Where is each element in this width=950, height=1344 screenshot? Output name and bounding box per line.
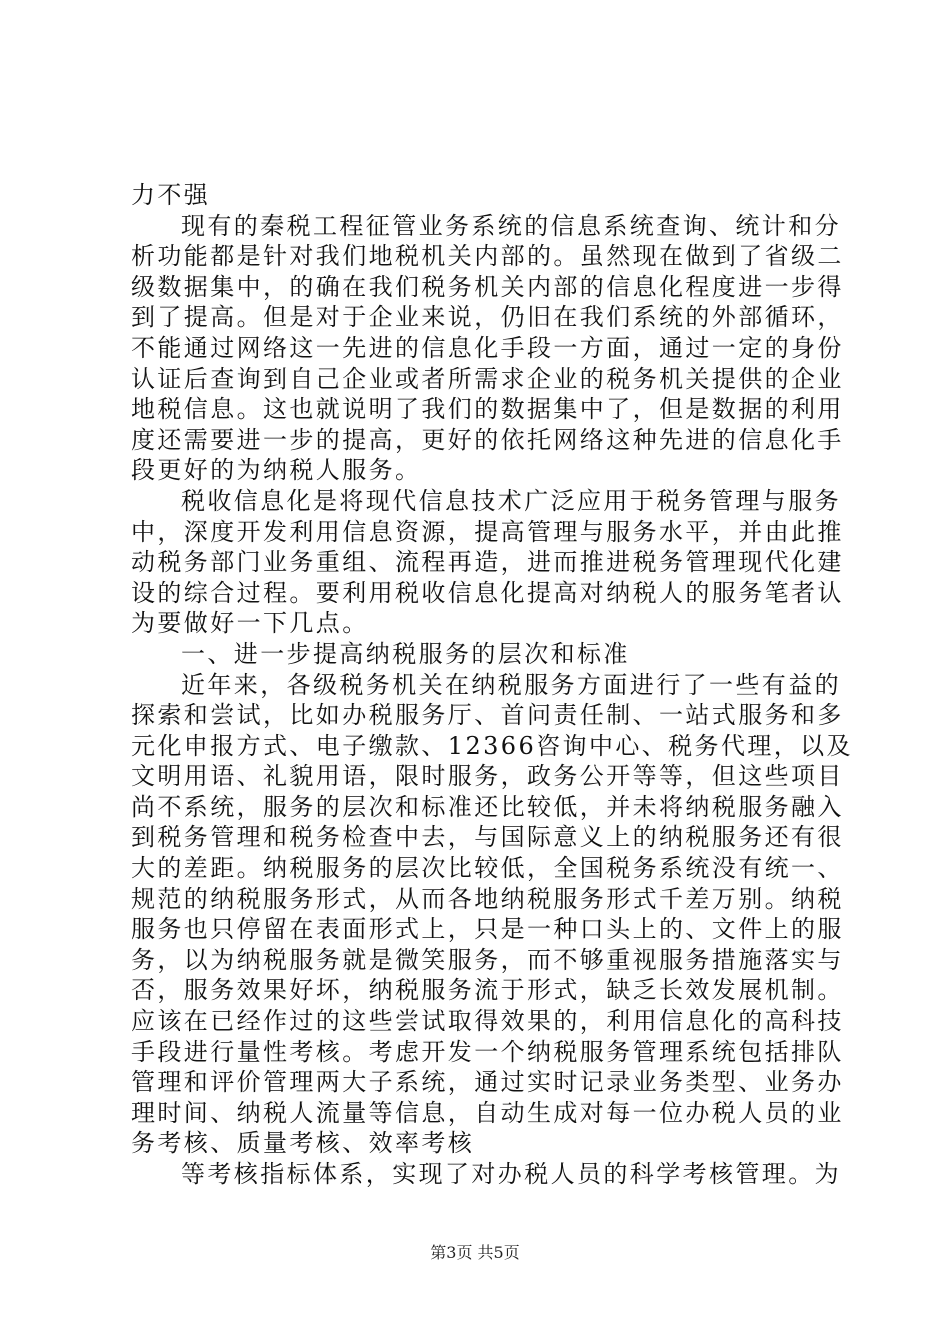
text-line: 务，以为纳税服务就是微笑服务，而不够重视服务措施落实与: [131, 945, 844, 974]
text-line: 为要做好一下几点。: [131, 609, 369, 638]
text-line: 析功能都是针对我们地税机关内部的。虽然现在做到了省级二: [131, 242, 844, 271]
text-line: 等考核指标体系，实现了对办税人员的科学考核管理。为: [181, 1160, 841, 1188]
text-line: 级数据集中，的确在我们税务机关内部的信息化程度进一步得: [131, 272, 844, 301]
text-line: 近年来，各级税务机关在纳税服务方面进行了一些有益的: [181, 670, 841, 699]
text-line: 否，服务效果好坏，纳税服务流于形式，缺乏长效发展机制。: [131, 976, 844, 1005]
text-line: 现有的秦税工程征管业务系统的信息系统查询、统计和分: [181, 211, 841, 240]
text-line: 认证后查询到自己企业或者所需求企业的税务机关提供的企业: [131, 364, 844, 393]
text-line: 务考核、质量考核、效率考核: [131, 1129, 475, 1158]
text-line: 应该在已经作过的这些尝试取得效果的，利用信息化的高科技: [131, 1007, 844, 1036]
text-line: 理时间、纳税人流量等信息，自动生成对每一位办税人员的业: [131, 1098, 844, 1127]
text-line: 不能通过网络这一先进的信息化手段一方面，通过一定的身份: [131, 333, 844, 362]
text-line: 段更好的为纳税人服务。: [131, 456, 422, 485]
text-line: 服务也只停留在表面形式上，只是一种口头上的、文件上的服: [131, 915, 844, 944]
text-line: 一、进一步提高纳税服务的层次和标准: [181, 639, 630, 668]
text-line: 地税信息。这也就说明了我们的数据集中了，但是数据的利用: [131, 395, 844, 424]
text-line: 元化申报方式、电子缴款、12366咨询中心、税务代理，以及: [131, 731, 853, 760]
text-line: 动税务部门业务重组、流程再造，进而推进税务管理现代化建: [131, 548, 844, 577]
text-line: 力不强: [131, 181, 211, 209]
document-body: [131, 180, 853, 1190]
text-line: 到了提高。但是对于企业来说，仍旧在我们系统的外部循环，: [131, 303, 844, 332]
text-line: 规范的纳税服务形式，从而各地纳税服务形式千差万别。纳税: [131, 884, 844, 913]
text-line: 到税务管理和税务检查中去，与国际意义上的纳税服务还有很: [131, 823, 844, 852]
text-line: 大的差距。纳税服务的层次比较低，全国税务系统没有统一、: [131, 854, 844, 883]
text-line: 文明用语、礼貌用语，限时服务，政务公开等等，但这些项目: [131, 762, 844, 791]
page-footer: 第3页 共5页: [430, 1243, 520, 1262]
text-line: 税收信息化是将现代信息技术广泛应用于税务管理与服务: [181, 486, 841, 515]
text-line: 设的综合过程。要利用税收信息化提高对纳税人的服务笔者认: [131, 578, 844, 607]
text-line: 手段进行量性考核。考虑开发一个纳税服务管理系统包括排队: [131, 1037, 844, 1066]
text-line: 度还需要进一步的提高，更好的依托网络这种先进的信息化手: [131, 425, 844, 454]
text-line: 探索和尝试，比如办税服务厅、首问责任制、一站式服务和多: [131, 701, 844, 730]
text-line: 管理和评价管理两大子系统，通过实时记录业务类型、业务办: [131, 1068, 844, 1097]
text-line: 中，深度开发利用信息资源，提高管理与服务水平，并由此推: [131, 517, 844, 546]
text-line: 尚不系统，服务的层次和标准还比较低，并未将纳税服务融入: [131, 792, 844, 821]
